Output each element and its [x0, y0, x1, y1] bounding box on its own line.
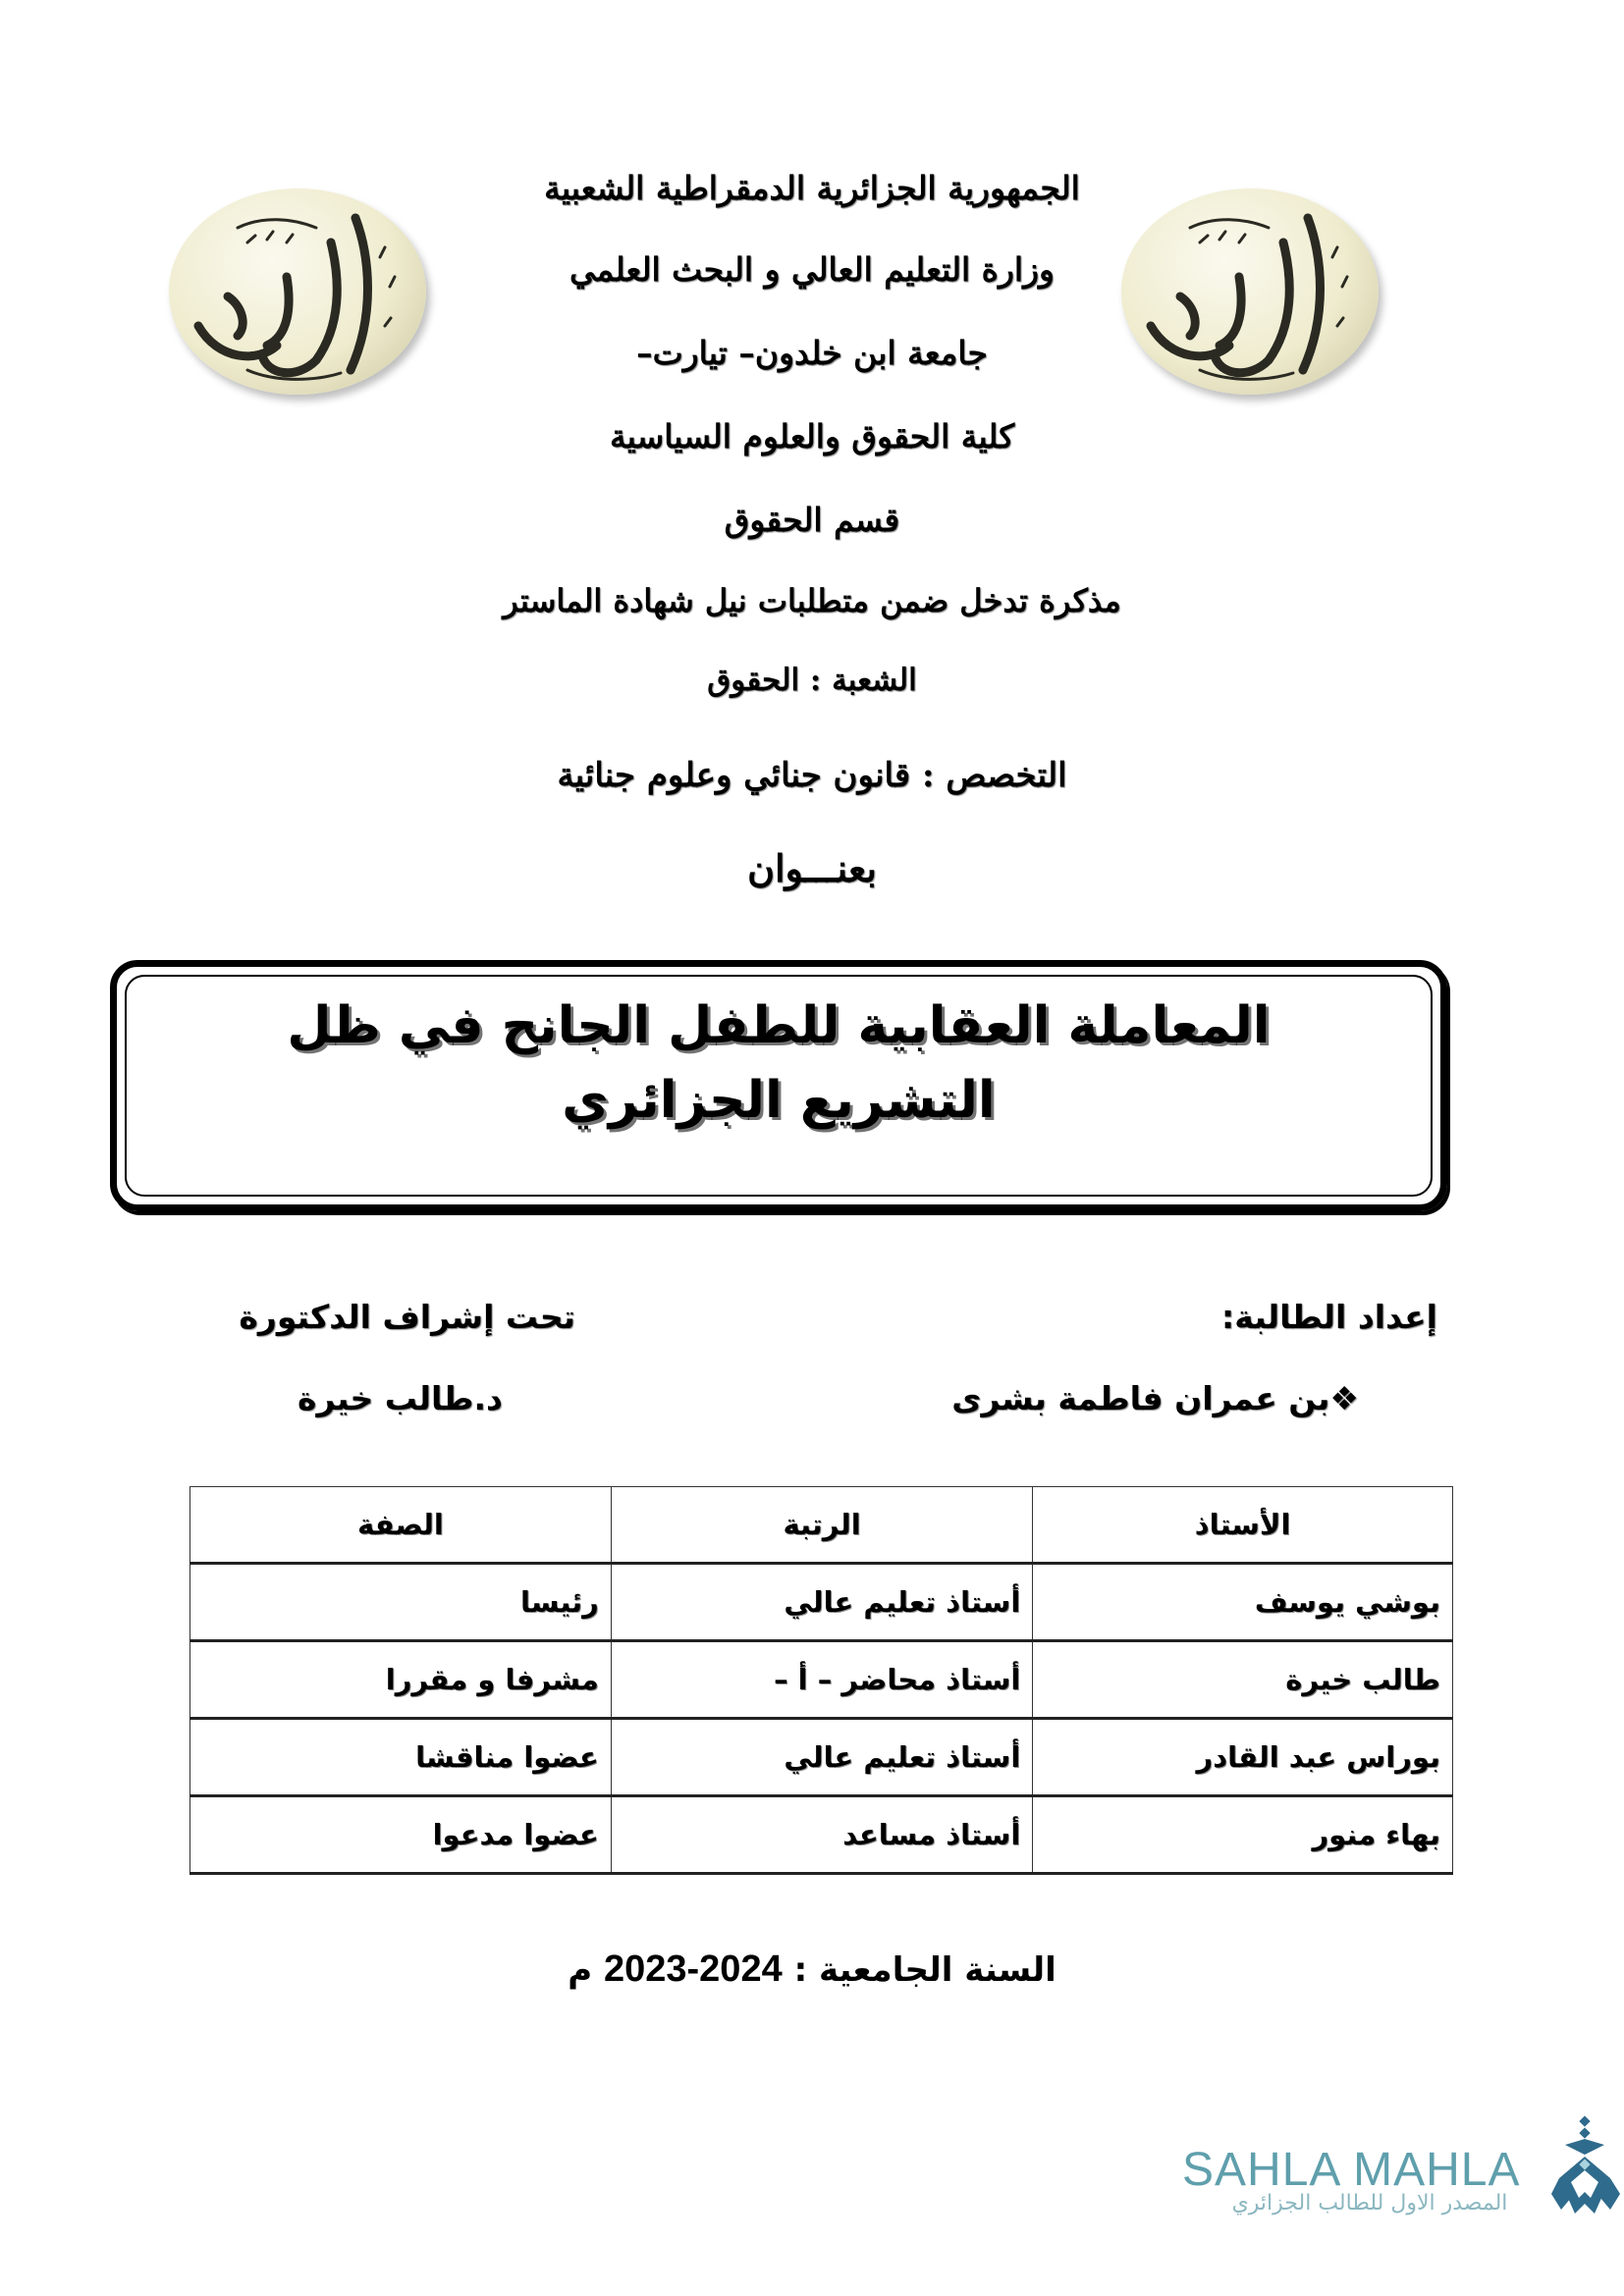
professor-role: عضوا مدعوا: [190, 1796, 612, 1874]
branch: الشعبة : الحقوق: [707, 663, 917, 698]
supervisor-label: تحت إشراف الدكتورة: [239, 1298, 575, 1336]
professor-name: طالب خيرة: [1033, 1641, 1453, 1719]
header-role: الصفة: [190, 1487, 612, 1564]
academic-year-label: السنة الجامعية :: [793, 1950, 1056, 1990]
faculty-name: كلية الحقوق والعلوم السياسية: [609, 417, 1015, 455]
academic-year: [0, 1949, 1624, 1991]
professor-role: مشرفا و مقررا: [190, 1641, 612, 1719]
professor-rank: أستاذ تعليم عالي: [611, 1564, 1032, 1641]
professor-rank: أستاذ محاضر – أ –: [611, 1641, 1032, 1719]
thesis-purpose: مذكرة تدخل ضمن متطلبات نيل شهادة الماستر: [503, 582, 1121, 619]
university-name: جامعة ابن خلدون– تيارت–: [636, 334, 988, 372]
watermark-title: SAHLA MAHLA: [1182, 2144, 1521, 2196]
academic-year-value: 2023-2024: [603, 1949, 783, 1990]
table-row: [190, 1641, 1453, 1719]
table-row: [190, 1796, 1453, 1874]
professor-rank: أستاذ مساعد: [611, 1796, 1032, 1874]
republic-name: الجمهورية الجزائرية الدمقراطية الشعبية: [544, 169, 1080, 207]
department-name: قسم الحقوق: [724, 501, 900, 539]
academic-year-suffix: م: [568, 1950, 593, 1990]
supervisor-name: د.طالب خيرة: [297, 1379, 503, 1417]
ministry-name: وزارة التعليم العالي و البحث العلمي: [569, 250, 1055, 289]
student-name: بن عمران فاطمة بشرى: [951, 1379, 1330, 1417]
header-professor: الأستاذ: [1033, 1487, 1453, 1564]
professor-name: بهاء منور: [1033, 1796, 1453, 1874]
professor-role: رئيسا: [190, 1564, 612, 1641]
specialization: التخصص : قانون جنائي وعلوم جنائية: [557, 756, 1067, 795]
professor-role: عضوا مناقشا: [190, 1719, 612, 1796]
thesis-title-box: [110, 960, 1447, 1211]
jury-table: [189, 1486, 1453, 1875]
professor-rank: أستاذ تعليم عالي: [611, 1719, 1032, 1796]
student-label: إعداد الطالبة:: [1221, 1298, 1437, 1336]
table-header-row: [190, 1487, 1453, 1564]
thesis-title: المعاملة العقابية للطفل الجانح في ظل التشريع الجزائري: [287, 996, 1271, 1130]
watermark-subtitle: المصدر الاول للطالب الجزائري: [1231, 2191, 1508, 2216]
professor-name: بوراس عبد القادر: [1033, 1719, 1453, 1796]
table-row: [190, 1719, 1453, 1796]
student-name-row: [951, 1379, 1359, 1417]
title-intro: بعنـــوان: [747, 846, 877, 890]
diamond-bullet-icon: ❖: [1329, 1379, 1359, 1417]
header-rank: الرتبة: [611, 1487, 1032, 1564]
sahla-mahla-logo-icon: [1551, 2115, 1620, 2218]
professor-name: بوشي يوسف: [1033, 1564, 1453, 1641]
table-row: [190, 1564, 1453, 1641]
